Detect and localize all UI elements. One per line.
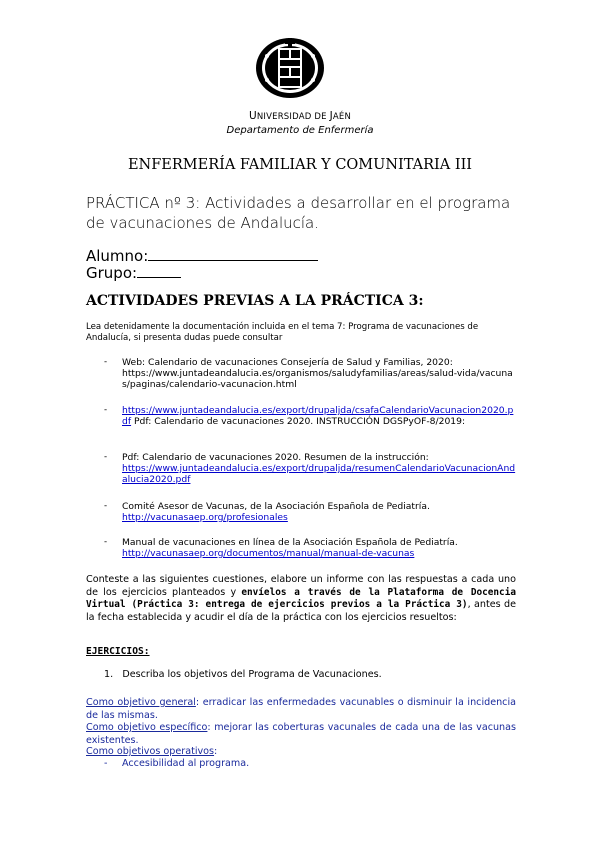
resource-1: [122, 357, 518, 390]
resource-3-text: Pdf: Calendario de vacunaciones 2020. Resumen de la instrucción:: [122, 452, 429, 463]
resource-4: [122, 501, 518, 523]
alumno-label: Alumno:: [86, 247, 149, 265]
previas-heading: ACTIVIDADES PREVIAS A LA PRÁCTICA 3:: [86, 293, 424, 309]
grupo-label: Grupo:: [86, 264, 138, 282]
practica-title: PRÁCTICA nº 3: Actividades a desarrollar en el programa de vacunaciones de Andalucía.: [86, 194, 511, 232]
resource-1-text: Web: Calendario de vacunaciones Consejería de Salud y Familias, 2020:: [122, 357, 453, 368]
bullet: -: [104, 452, 108, 462]
question-1-number: 1.: [104, 669, 114, 680]
answer-operativos-item-1: Accesibilidad al programa.: [122, 758, 250, 769]
answer-operativos: Como objetivos operativos:: [86, 746, 218, 757]
alumno-field: [86, 247, 318, 265]
ejercicios-heading: EJERCICIOS:: [86, 646, 150, 657]
bullet: -: [104, 357, 108, 367]
alumno-blank: [148, 260, 318, 261]
resource-4-text: Comité Asesor de Vacunas, de la Asociación Española de Pediatría.: [122, 501, 430, 512]
question-1: [104, 669, 382, 680]
grupo-blank: [137, 277, 181, 278]
resource-1-url: https://www.juntadeandalucia.es/organismos/saludyfamilias/areas/salud-vida/vacunas/paginas/calendario-vacunacion.html: [122, 368, 513, 390]
resource-2-text: Pdf: Calendario de vacunaciones 2020. INSTRUCCIÓN DGSPyOF-8/2019:: [134, 416, 466, 427]
university-name: UNIVERSIDAD DE JAÉN: [248, 110, 352, 122]
resource-5: [122, 537, 518, 559]
department-name: Departamento de Enfermería: [226, 125, 374, 136]
bullet: -: [104, 405, 108, 415]
subject-title: ENFERMERÍA FAMILIAR Y COMUNITARIA III: [127, 157, 473, 173]
instructions-paragraph: Conteste a las siguientes cuestiones, elabore un informe con las respuestas a cada uno de los ejercicios planteados y envíelos a través de la Plataforma de Docencia Virtual (Práctica 3: entrega de ejercicios previos a la Práctica 3), antes de la fecha establecida y acudir el día de la práctica con los ejercicios resueltos:: [86, 574, 517, 623]
resource-4-link[interactable]: http://vacunasaep.org/profesionales: [122, 512, 288, 523]
resource-3: [122, 452, 518, 485]
answer-especifico: Como objetivo específico: mejorar las coberturas vacunales de cada una de las vacunas existentes.: [86, 722, 517, 746]
intro-paragraph: Lea detenidamente la documentación incluida en el tema 7: Programa de vacunaciones de Andalucía, si presenta dudas puede consultar: [86, 322, 479, 343]
bullet: -: [104, 501, 108, 511]
bullet: -: [104, 537, 108, 547]
resource-2: [122, 405, 518, 427]
grupo-field: [86, 264, 181, 282]
bullet: -: [104, 758, 108, 769]
answer-general: Como objetivo general: erradicar las enfermedades vacunables o disminuir la incidencia de las mismas.: [86, 697, 516, 721]
resource-2-link[interactable]: https://www.juntadeandalucia.es/export/drupaljda/csafaCalendarioVacunacion2020.pdf: [122, 405, 514, 427]
resource-5-text: Manual de vacunaciones en línea de la Asociación Española de Pediatría.: [122, 537, 458, 548]
question-1-text: Describa los objetivos del Programa de Vacunaciones.: [122, 669, 382, 680]
university-seal-icon: [254, 36, 326, 100]
resource-5-link[interactable]: http://vacunasaep.org/documentos/manual/manual-de-vacunas: [122, 548, 415, 559]
resource-3-link[interactable]: https://www.juntadeandalucia.es/export/drupaljda/resumenCalendarioVacunacionAndalucia2020.pdf: [122, 463, 516, 485]
instructions-bold: envíelos a través de la Plataforma de Docencia Virtual (Práctica 3: entrega de ejercicios previos a la Práctica 3): [86, 586, 516, 610]
